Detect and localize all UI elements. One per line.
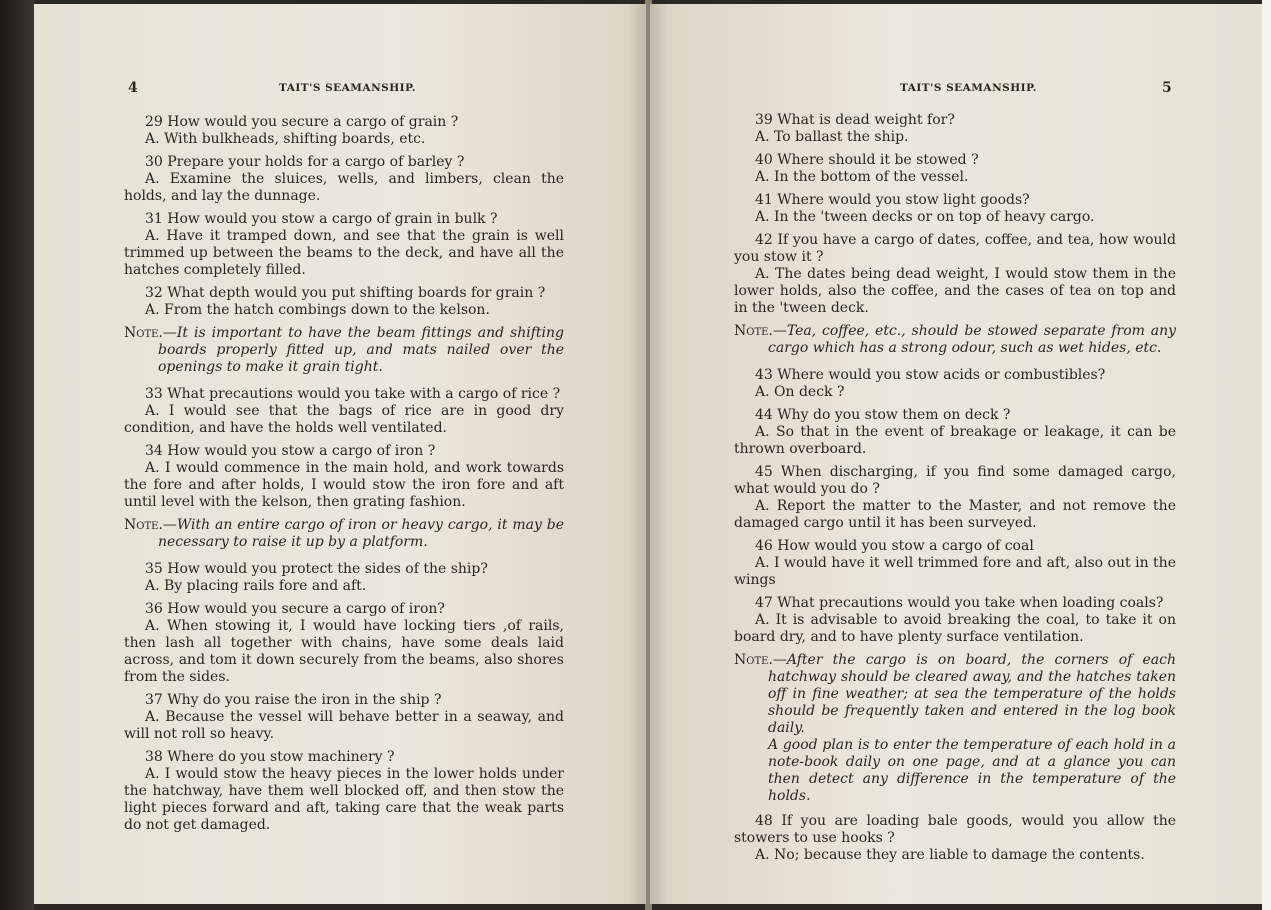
note <box>734 652 1176 737</box>
qa-item <box>734 538 1176 589</box>
question: 42 If you have a cargo of dates, coffee, and tea, how would you stow it ? <box>734 232 1176 265</box>
answer: A. I would see that the bags of rice are in good dry condition, and have the holds well ventilated. <box>124 403 564 436</box>
note <box>124 517 564 551</box>
question: 37 Why do you raise the iron in the ship ? <box>145 692 442 708</box>
question: 32 What depth would you put shifting boards for grain ? <box>145 285 546 301</box>
page-body <box>734 112 1176 870</box>
answer: A. In the 'tween decks or on top of heavy cargo. <box>755 209 1095 225</box>
qa-item <box>124 749 564 834</box>
note-label: Note. <box>734 652 773 668</box>
answer: A. So that in the event of breakage or leakage, it can be thrown overboard. <box>734 424 1176 457</box>
question: 29 How would you secure a cargo of grain ? <box>145 114 459 130</box>
answer: A. I would commence in the main hold, and work towards the fore and after holds, I would stow the iron fore and aft until level with the kelson, then grating fashion. <box>124 460 564 510</box>
note <box>124 325 564 376</box>
question: 44 Why do you stow them on deck ? <box>755 407 1011 423</box>
answer: A. When stowing it, I would have locking tiers ,of rails, then lash all together with chains, have some deals laid across, and tom it down securely from the beams, also shores from the sides. <box>124 618 564 685</box>
question: 34 How would you stow a cargo of iron ? <box>145 443 436 459</box>
qa-item <box>124 114 564 148</box>
question: 33 What precautions would you take with a cargo of rice ? <box>145 386 561 402</box>
qa-item <box>124 386 564 437</box>
qa-item <box>734 367 1176 401</box>
qa-item <box>734 112 1176 146</box>
answer: A. It is advisable to avoid breaking the coal, to take it on board dry, and to have plenty surface ventilation. <box>734 612 1176 645</box>
question: 48 If you are loading bale goods, would you allow the stowers to use hooks ? <box>734 813 1176 846</box>
answer: A. From the hatch combings down to the kelson. <box>145 302 490 318</box>
answer: A. With bulkheads, shifting boards, etc. <box>145 131 426 147</box>
qa-item <box>124 154 564 205</box>
question: 43 Where would you stow acids or combustibles? <box>755 367 1106 383</box>
question: 40 Where should it be stowed ? <box>755 152 979 168</box>
running-header: TAIT'S SEAMANSHIP. <box>900 82 1037 94</box>
answer: A. The dates being dead weight, I would stow them in the lower holds, also the coffee, and the cases of tea on top and in the 'tween deck. <box>734 266 1176 316</box>
note-label: Note. <box>124 517 163 533</box>
note-text: —It is important to have the beam fittings and shifting boards properly fitted up, and mats nailed over the openings to make it grain tight. <box>158 325 564 375</box>
answer: A. In the bottom of the vessel. <box>755 169 969 185</box>
qa-item <box>734 464 1176 532</box>
right-page <box>650 4 1262 904</box>
running-header: TAIT'S SEAMANSHIP. <box>279 82 416 94</box>
book-edge-right <box>1262 0 1271 910</box>
note-text: —Tea, coffee, etc., should be stowed separate from any cargo which has a strong odour, such as wet hides, etc. <box>768 323 1176 356</box>
page-number: 4 <box>128 80 138 96</box>
question: 35 How would you protect the sides of the ship? <box>145 561 488 577</box>
note <box>734 323 1176 357</box>
qa-item <box>734 152 1176 186</box>
note-text: —After the cargo is on board, the corners of each hatchway should be cleared away, and the hatches taken off in fine weather; at sea the temperature of the holds should be frequently taken and entered in the log book daily. <box>768 652 1176 736</box>
answer: A. I would stow the heavy pieces in the lower holds under the hatchway, have them well blocked off, and then stow the light pieces forward and aft, taking care that the weak parts do not get damaged. <box>124 766 564 833</box>
question: 38 Where do you stow machinery ? <box>145 749 395 765</box>
question: 45 When discharging, if you find some damaged cargo, what would you do ? <box>734 464 1176 497</box>
answer: A. To ballast the ship. <box>755 129 909 145</box>
qa-item <box>734 813 1176 864</box>
answer: A. Report the matter to the Master, and not remove the damaged cargo until it has been surveyed. <box>734 498 1176 531</box>
qa-item <box>124 692 564 743</box>
qa-item <box>124 285 564 319</box>
qa-item <box>124 561 564 595</box>
answer: A. Because the vessel will behave better in a seaway, and will not roll so heavy. <box>124 709 564 742</box>
question: 36 How would you secure a cargo of iron? <box>145 601 445 617</box>
note-label: Note. <box>124 325 163 341</box>
answer: A. On deck ? <box>755 384 845 400</box>
qa-item <box>734 232 1176 317</box>
note-label: Note. <box>734 323 773 339</box>
answer: A. Have it tramped down, and see that the grain is well trimmed up between the beams to the deck, and have all the hatches completely filled. <box>124 228 564 278</box>
question: 46 How would you stow a cargo of coal <box>755 538 1034 554</box>
question: 31 How would you stow a cargo of grain in bulk ? <box>145 211 498 227</box>
qa-item <box>734 595 1176 646</box>
question: 41 Where would you stow light goods? <box>755 192 1030 208</box>
book-edge-left <box>0 0 34 910</box>
qa-item <box>734 407 1176 458</box>
qa-item <box>124 443 564 511</box>
answer: A. No; because they are liable to damage the contents. <box>755 847 1145 863</box>
answer: A. Examine the sluices, wells, and limbers, clean the holds, and lay the dunnage. <box>124 171 564 204</box>
question: 30 Prepare your holds for a cargo of barley ? <box>145 154 465 170</box>
answer: A. I would have it well trimmed fore and aft, also out in the wings <box>734 555 1176 588</box>
note-text: —With an entire cargo of iron or heavy cargo, it may be necessary to raise it up by a platform. <box>158 517 564 550</box>
note-continuation: A good plan is to enter the temperature of each hold in a note-book daily on one page, and at a glance you can then detect any difference in the temperature of the holds. <box>768 737 1176 804</box>
question: 47 What precautions would you take when loading coals? <box>755 595 1164 611</box>
qa-item <box>124 601 564 686</box>
left-page <box>34 4 646 904</box>
qa-item <box>734 192 1176 226</box>
page-body <box>124 114 564 840</box>
answer: A. By placing rails fore and aft. <box>145 578 367 594</box>
question: 39 What is dead weight for? <box>755 112 955 128</box>
page-number: 5 <box>1162 80 1172 96</box>
qa-item <box>124 211 564 279</box>
